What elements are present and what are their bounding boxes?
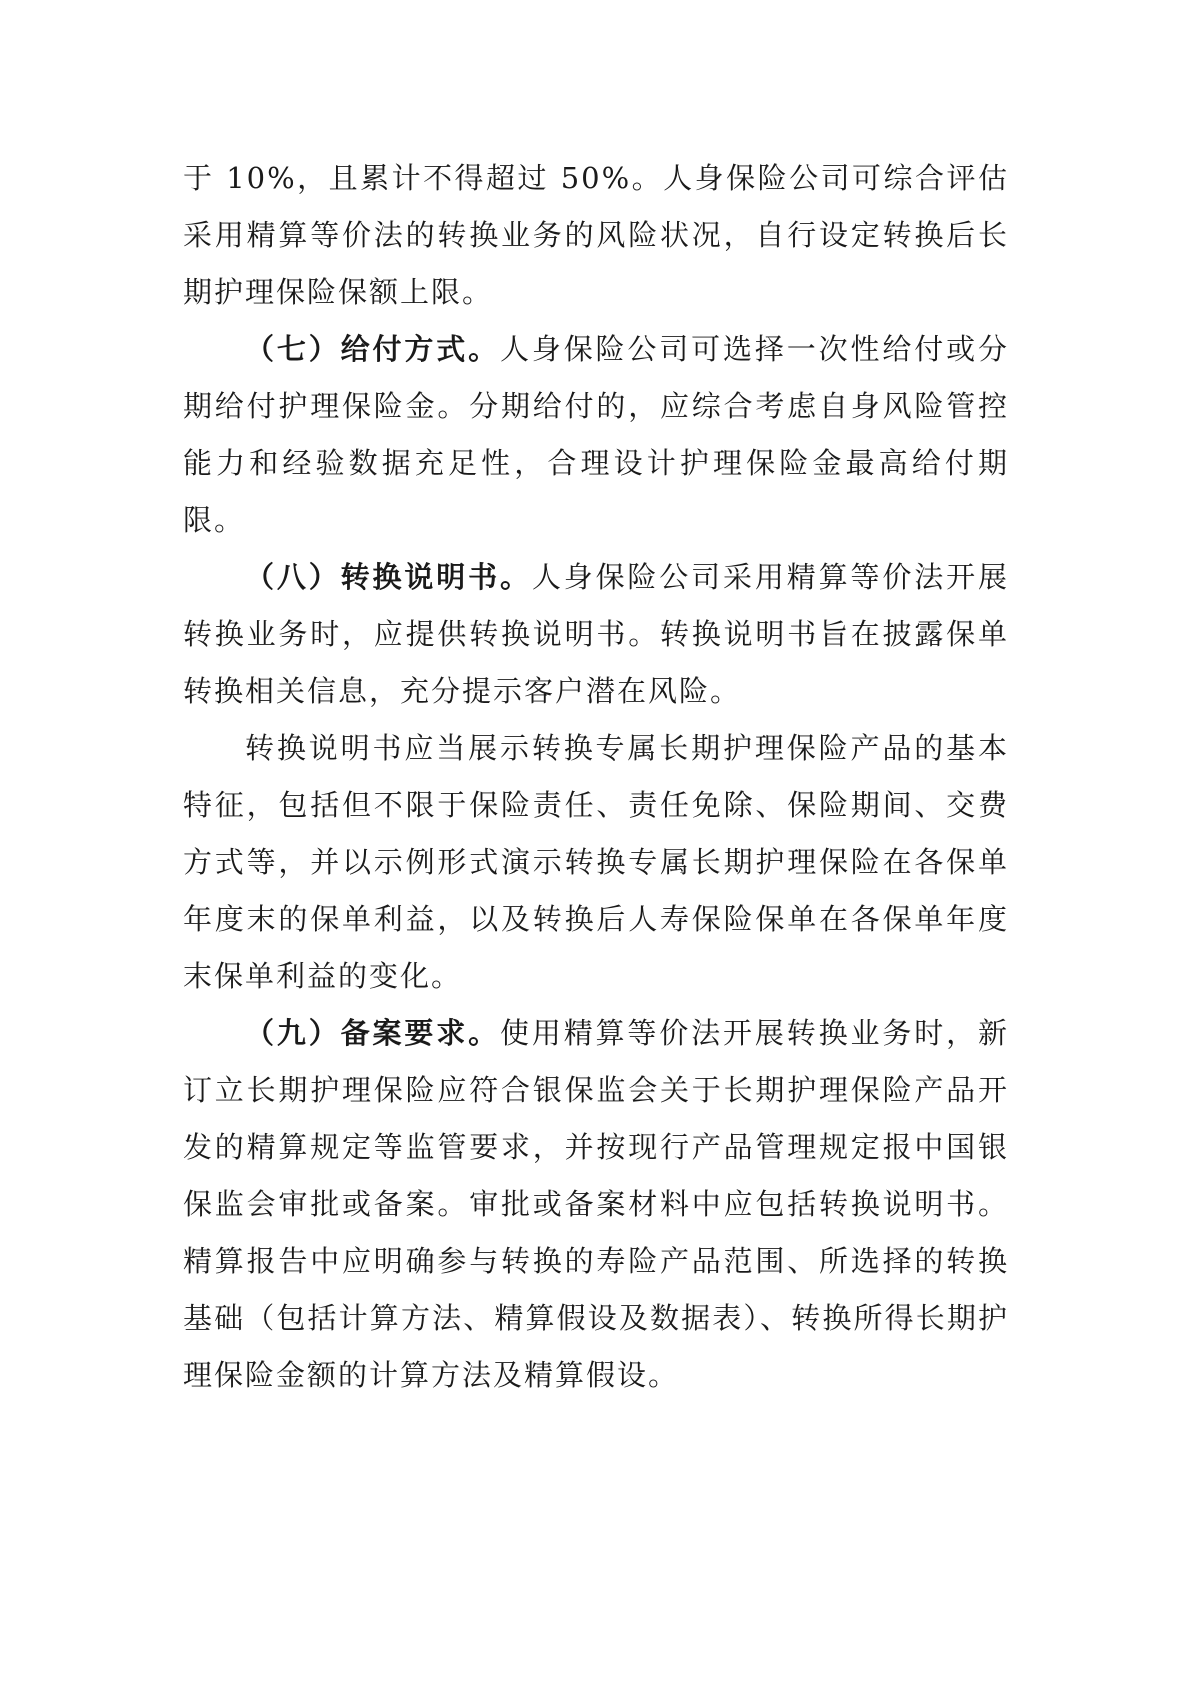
paragraph-3-heading: （八）转换说明书。 (245, 560, 532, 594)
paragraph-2-heading: （七）给付方式。 (245, 332, 500, 366)
paragraph-4-text: 转换说明书应当展示转换专属长期护理保险产品的基本特征，包括但不限于保险责任、责任免除、保险期间、交费方式等，并以示例形式演示转换专属长期护理保险在各保单年度末的保单利益，以及转换后人寿保险保单在各保单年度末保单利益的变化。 (183, 731, 1009, 993)
paragraph-3-conversion-manual (183, 549, 1009, 720)
paragraph-2-text: 人身保险公司可选择一次性给付或分期给付护理保险金。分期给付的，应综合考虑自身风险管控能力和经验数据充足性，合理设计护理保险金最高给付期限。 (183, 332, 1009, 537)
document-body (183, 150, 1009, 1404)
paragraph-4 (183, 720, 1009, 1005)
paragraph-5-filing-requirements (183, 1005, 1009, 1404)
paragraph-5-heading: （九）备案要求。 (245, 1016, 500, 1050)
paragraph-2-payment-method (183, 321, 1009, 549)
paragraph-3-text: 人身保险公司采用精算等价法开展转换业务时，应提供转换说明书。转换说明书旨在披露保单转换相关信息，充分提示客户潜在风险。 (183, 560, 1009, 708)
paragraph-1-text: 于 10%，且累计不得超过 50%。人身保险公司可综合评估采用精算等价法的转换业务的风险状况，自行设定转换后长期护理保险保额上限。 (183, 161, 1009, 309)
paragraph-1 (183, 150, 1009, 321)
paragraph-5-text: 使用精算等价法开展转换业务时，新订立长期护理保险应符合银保监会关于长期护理保险产品开发的精算规定等监管要求，并按现行产品管理规定报中国银保监会审批或备案。审批或备案材料中应包括转换说明书。精算报告中应明确参与转换的寿险产品范围、所选择的转换基础（包括计算方法、精算假设及数据表）、转换所得长期护理保险金额的计算方法及精算假设。 (183, 1016, 1009, 1392)
